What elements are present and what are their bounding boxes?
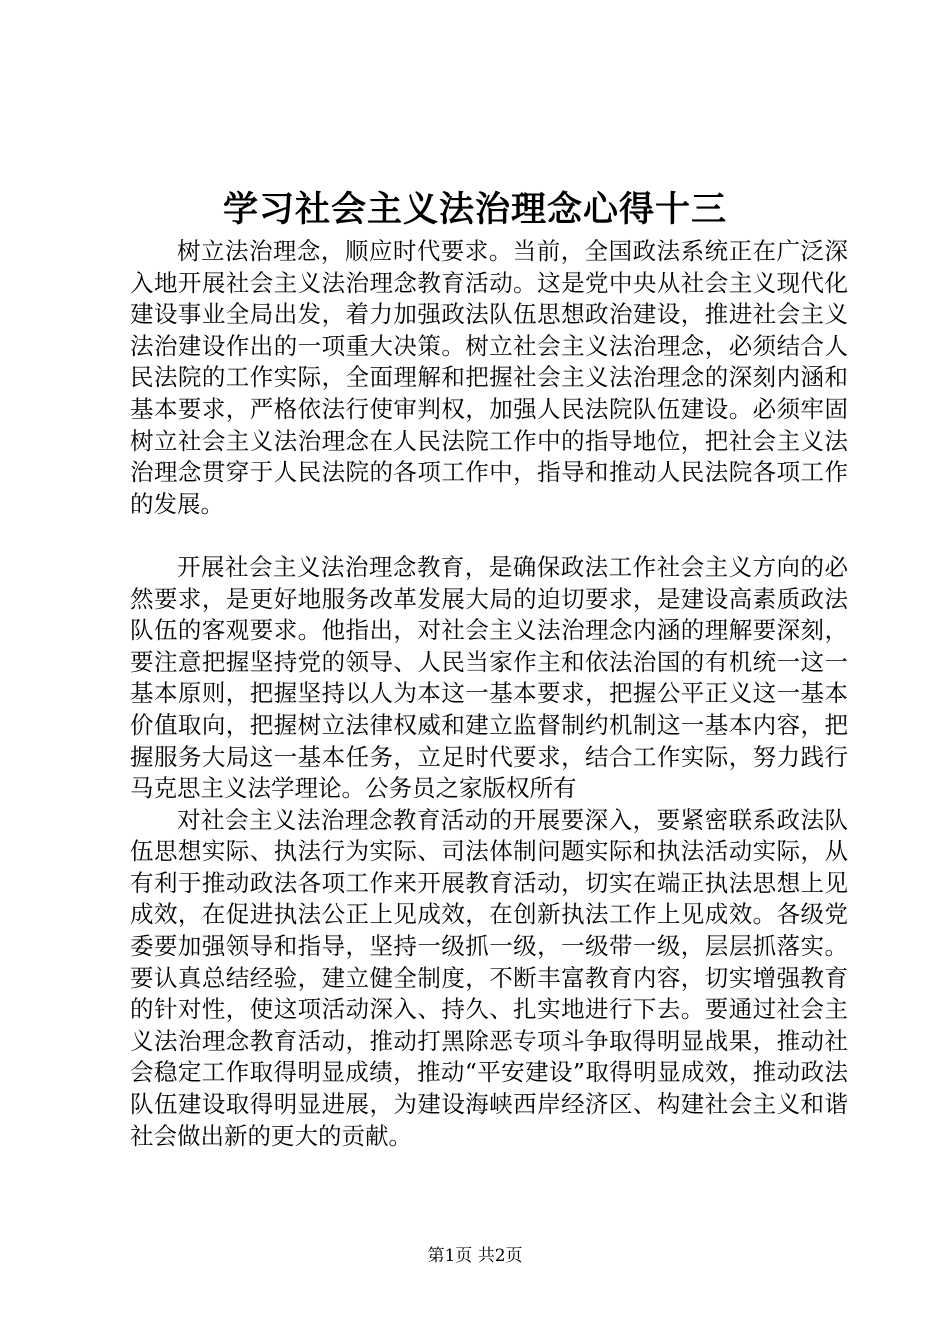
document-title: 学习社会主义法治理念心得十三	[222, 189, 727, 230]
paragraph-spacer	[130, 520, 848, 552]
paragraph-3: 对社会主义法治理念教育活动的开展要深入，要紧密联系政法队伍思想实际、执法行为实际、司法体制问题实际和执法活动实际，从有利于推动政法各项工作来开展教育活动，切实在端正执法思想上见成效，在促进执法公正上见成效，在创新执法工作上见成效。各级党委要加强领导和指导，坚持一级抓一级，一级带一级，层层抓落实。要认真总结经验，建立健全制度，不断丰富教育内容，切实增强教育的针对性，使这项活动深入、持久、扎实地进行下去。要通过社会主义法治理念教育活动，推动打黑除恶专项斗争取得明显战果，推动社会稳定工作取得明显成绩，推动“平安建设”取得明显成效，推动政法队伍建设取得明显进展，为建设海峡西岸经济区、构建社会主义和谐社会做出新的更大的贡献。	[130, 805, 848, 1150]
document-body	[130, 236, 848, 1152]
page-footer: 第1页 共2页	[427, 1246, 523, 1266]
paragraph-2: 开展社会主义法治理念教育，是确保政法工作社会主义方向的必然要求，是更好地服务改革发展大局的迫切要求，是建设高素质政法队伍的客观要求。他指出，对社会主义法治理念内涵的理解要深刻，要注意把握坚持党的领导、人民当家作主和依法治国的有机统一这一基本原则，把握坚持以人为本这一基本要求，把握公平正义这一基本价值取向，把握树立法律权威和建立监督制约机制这一基本内容，把握服务大局这一基本任务，立足时代要求，结合工作实际，努力践行马克思主义法学理论。公务员之家版权所有	[130, 552, 848, 803]
paragraph-1: 树立法治理念，顺应时代要求。当前，全国政法系统正在广泛深入地开展社会主义法治理念教育活动。这是党中央从社会主义现代化建设事业全局出发，着力加强政法队伍思想政治建设，推进社会主义法治建设作出的一项重大决策。树立社会主义法治理念，必须结合人民法院的工作实际，全面理解和把握社会主义法治理念的深刻内涵和基本要求，严格依法行使审判权，加强人民法院队伍建设。必须牢固树立社会主义法治理念在人民法院工作中的指导地位，把社会主义法治理念贯穿于人民法院的各项工作中，指导和推动人民法院各项工作的发展。	[130, 237, 848, 518]
